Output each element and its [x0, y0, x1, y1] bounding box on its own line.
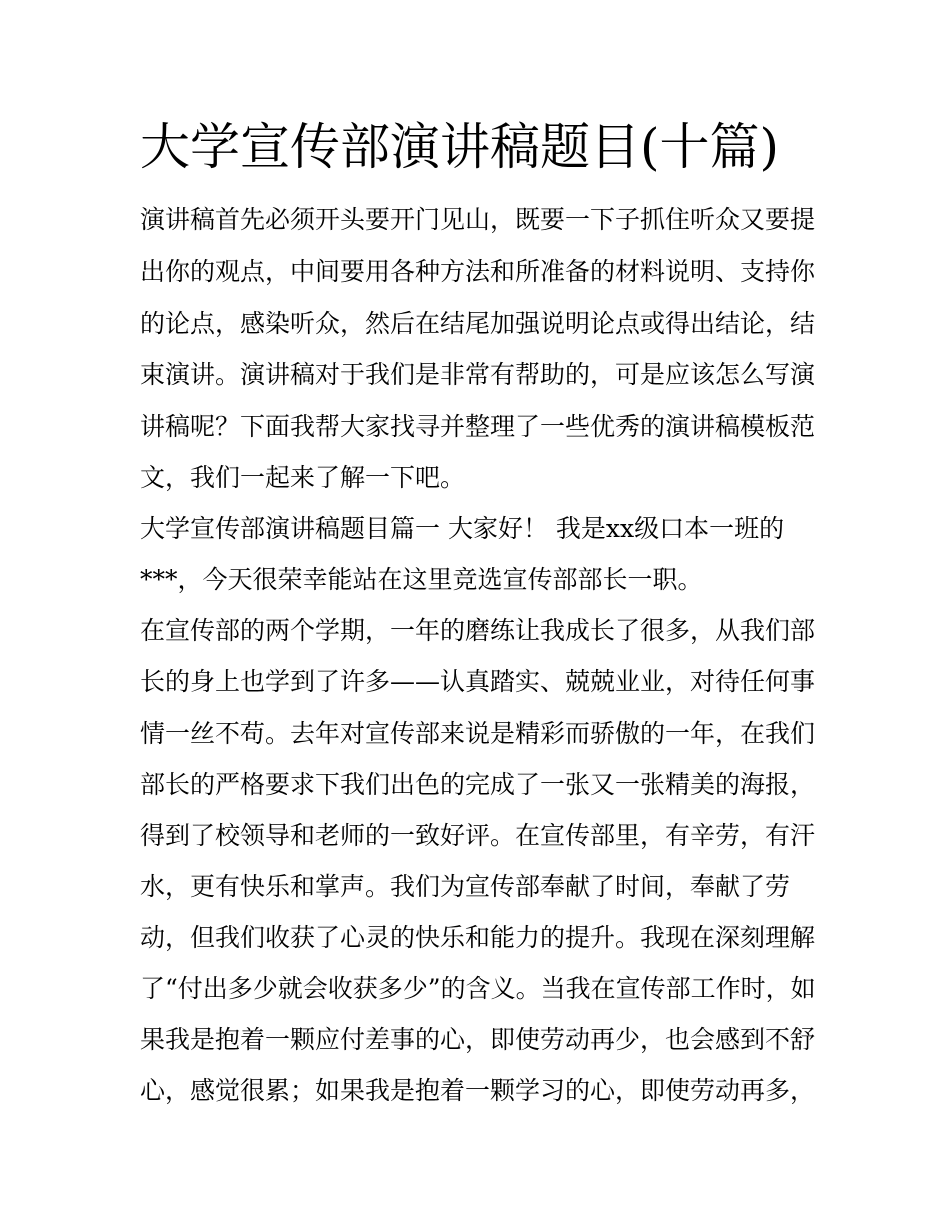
body-line-8: 了“付出多少就会收获多少”的含义。当我在宣传部工作时，如 [140, 974, 816, 1003]
intro-line-4: 束演讲。演讲稿对于我们是非常有帮助的，可是应该怎么写演 [140, 360, 816, 389]
body-line-9: 果我是抱着一颗应付差事的心，即使劳动再少，也会感到不舒 [140, 1025, 816, 1054]
body-line-7: 动，但我们收获了心灵的快乐和能力的提升。我现在深刻理解 [140, 923, 816, 952]
body-line-3: 情一丝不苟。去年对宣传部来说是精彩而骄傲的一年，在我们 [140, 719, 816, 748]
intro-line-3: 的论点，感染听众，然后在结尾加强说明论点或得出结论，结 [140, 309, 816, 338]
section-one-line-1: 大学宣传部演讲稿题目篇一 大家好！ 我是xx级口本一班的 [140, 514, 785, 543]
body-line-5: 得到了校领导和老师的一致好评。在宣传部里，有辛劳，有汗 [140, 821, 816, 850]
intro-line-6: 文，我们一起来了解一下吧。 [140, 463, 466, 492]
body-line-6: 水，更有快乐和掌声。我们为宣传部奉献了时间，奉献了劳 [140, 872, 791, 901]
intro-line-2: 出你的观点，中间要用各种方法和所准备的材料说明、支持你 [140, 257, 816, 286]
section-one-line-2: ***，今天很荣幸能站在这里竞选宣传部部长一职。 [140, 565, 703, 594]
document-title: 大学宣传部演讲稿题目(十篇) [140, 118, 780, 176]
body-line-1: 在宣传部的两个学期，一年的磨练让我成长了很多，从我们部 [140, 616, 816, 645]
body-line-2: 长的身上也学到了许多——认真踏实、兢兢业业，对待任何事 [140, 667, 816, 696]
body-line-10: 心，感觉很累；如果我是抱着一颗学习的心，即使劳动再多， [140, 1076, 816, 1105]
intro-line-1: 演讲稿首先必须开头要开门见山，既要一下子抓住听众又要提 [140, 205, 816, 234]
intro-line-5: 讲稿呢？下面我帮大家找寻并整理了一些优秀的演讲稿模板范 [140, 412, 816, 441]
body-line-4: 部长的严格要求下我们出色的完成了一张又一张精美的海报， [140, 770, 816, 799]
